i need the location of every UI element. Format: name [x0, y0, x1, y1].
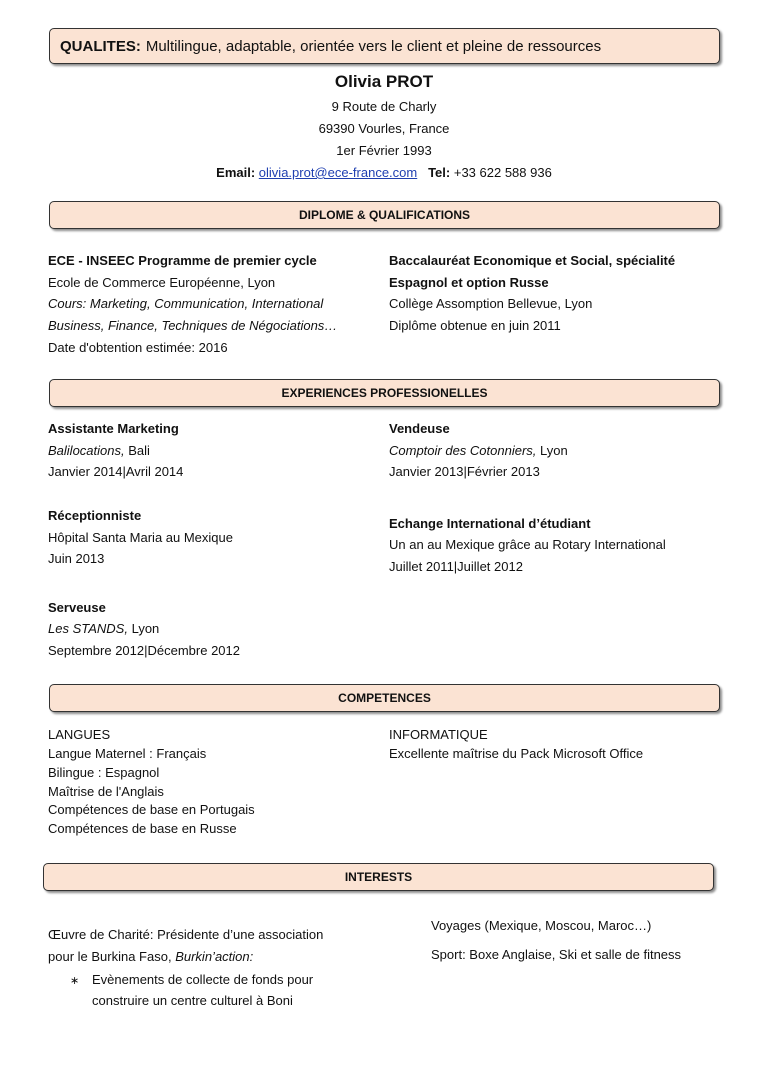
informatique-item: Excellente maîtrise du Pack Microsoft Office: [389, 746, 644, 761]
interest-bullet-1-cont: construire un centre culturel à Boni: [92, 993, 293, 1008]
email-label: Email:: [216, 165, 256, 180]
diploma-right-title-2: Espagnol et option Russe: [389, 275, 549, 290]
interest-charity-line-2: pour le Burkina Faso, Burkin’action:: [48, 949, 254, 964]
exp-echange-desc: Un an au Mexique grâce au Rotary International: [389, 537, 666, 552]
address-line-2: 69390 Vourles, France: [318, 121, 450, 136]
langue-item: Langue Maternel : Français: [48, 746, 207, 761]
exp-echange-title: Echange International d’étudiant: [389, 516, 591, 531]
birthdate: 1er Février 1993: [336, 143, 432, 158]
langue-item: Compétences de base en Portugais: [48, 802, 255, 817]
diploma-left-school: Ecole de Commerce Européenne, Lyon: [48, 275, 276, 290]
diploma-left-courses-2: Business, Finance, Techniques de Négociations…: [48, 318, 338, 333]
address-line-1: 9 Route de Charly: [331, 99, 437, 114]
qualites-banner: [49, 28, 720, 64]
exp-receptionniste-dates: Juin 2013: [48, 551, 105, 566]
diploma-left-title: ECE - INSEEC Programme de premier cycle: [48, 253, 317, 268]
diploma-left-courses-1: Cours: Marketing, Communication, International: [48, 296, 324, 311]
bullet-star-icon: ∗: [70, 975, 80, 987]
candidate-name: Olivia PROT: [334, 72, 434, 91]
langue-item: Bilingue : Espagnol: [48, 765, 160, 780]
interest-bullet-1: ∗ Evènements de collecte de fonds pour: [70, 971, 313, 990]
exp-serveuse-company: Les STANDS, Lyon: [48, 621, 160, 636]
exp-vendeuse-dates: Janvier 2013|Février 2013: [389, 464, 540, 479]
qualites-label: QUALITES:: [60, 37, 141, 55]
diploma-right-title-1: Baccalauréat Economique et Social, spécialité: [389, 253, 676, 268]
langue-item: Compétences de base en Russe: [48, 821, 237, 836]
diploma-right-school: Collège Assomption Bellevue, Lyon: [389, 296, 593, 311]
tel-value: +33 622 588 936: [453, 165, 552, 180]
langue-item: Maîtrise de l'Anglais: [48, 784, 164, 799]
langues-heading: LANGUES: [48, 727, 111, 742]
exp-echange-dates: Juillet 2011|Juillet 2012: [389, 559, 523, 574]
interest-travel: Voyages (Mexique, Moscou, Maroc…): [431, 918, 652, 933]
informatique-heading: INFORMATIQUE: [389, 727, 488, 742]
section-interests: INTERESTS: [43, 863, 714, 891]
exp-serveuse-dates: Septembre 2012|Décembre 2012: [48, 643, 240, 658]
tel-label: Tel:: [428, 165, 451, 180]
exp-serveuse-title: Serveuse: [48, 600, 106, 615]
section-diplomes: DIPLOME & QUALIFICATIONS: [49, 201, 720, 229]
qualites-text: Multilingue, adaptable, orientée vers le client et pleine de ressources: [145, 37, 602, 55]
interest-charity-line-1: Œuvre de Charité: Présidente d’une association: [48, 927, 324, 942]
interest-sport: Sport: Boxe Anglaise, Ski et salle de fitness: [431, 947, 682, 962]
exp-vendeuse-company: Comptoir des Cotonniers, Lyon: [389, 443, 568, 458]
email-link[interactable]: olivia.prot@ece-france.com: [258, 165, 418, 180]
exp-assistante-title: Assistante Marketing: [48, 421, 179, 436]
exp-receptionniste-title: Réceptionniste: [48, 508, 142, 523]
exp-vendeuse-title: Vendeuse: [389, 421, 450, 436]
diploma-right-date: Diplôme obtenue en juin 2011: [389, 318, 561, 333]
exp-assistante-company: Balilocations, Bali: [48, 443, 150, 458]
exp-receptionniste-place: Hôpital Santa Maria au Mexique: [48, 530, 233, 545]
section-competences: COMPETENCES: [49, 684, 720, 712]
section-experiences: EXPERIENCES PROFESSIONELLES: [49, 379, 720, 407]
contact-line: [0, 164, 768, 182]
diploma-left-date: Date d'obtention estimée: 2016: [48, 340, 228, 355]
exp-assistante-dates: Janvier 2014|Avril 2014: [48, 464, 184, 479]
